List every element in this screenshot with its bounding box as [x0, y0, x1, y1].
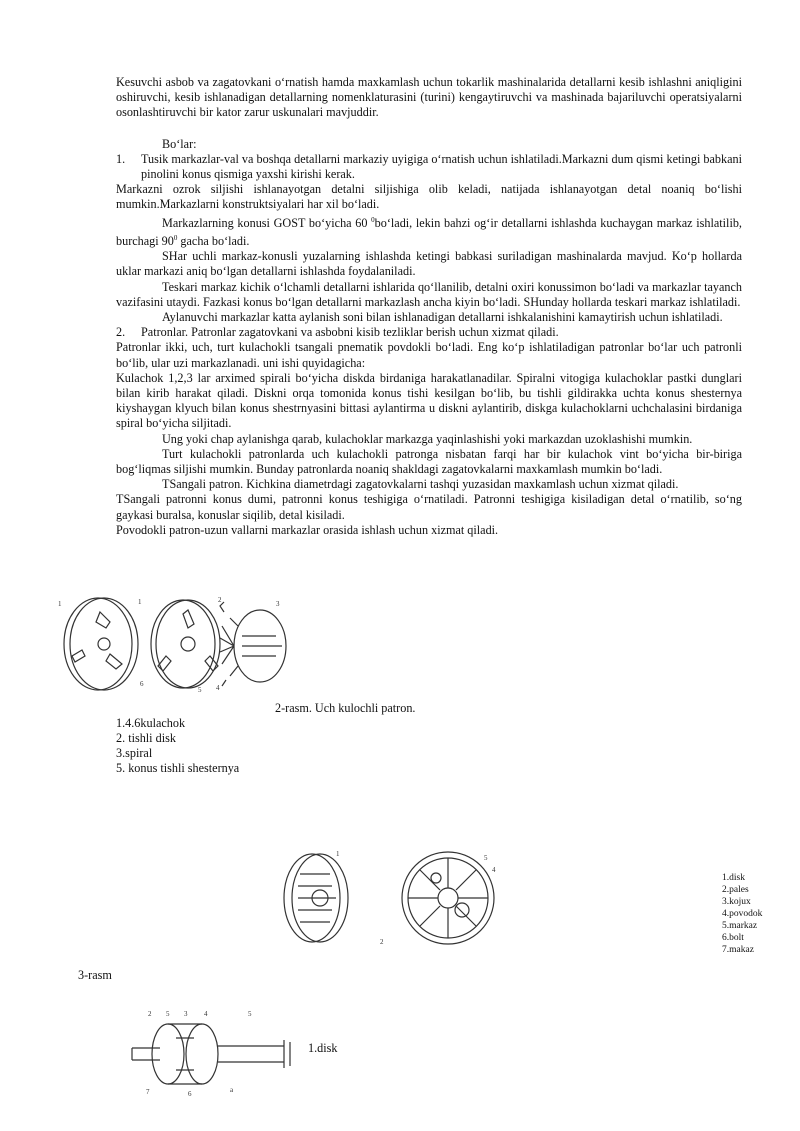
svg-text:6: 6: [188, 1090, 192, 1098]
paragraph-povodokli: Povodokli patron-uzun vallarni markazlar orasida ishlash uchun xizmat qiladi.: [116, 522, 499, 537]
svg-text:6: 6: [140, 680, 144, 688]
figure-3-caption: 3-rasm: [78, 968, 112, 982]
list-item-text: Tusik markazlar-val va boshqa detallarni markaziy uyigiga oʻrnatish uchun ishlatiladi.Markazni dum qismi ketingi babkani pinolini konus qismiga yaxshi kirishi kerak.: [141, 151, 742, 182]
paragraph-ung: Ung yoki chap aylanishga qarab, kulachoklar markazga yaqinlashishi yoki markazdan uzoklashishi mumkin.: [162, 431, 693, 446]
legend-item: 2. tishli disk: [116, 731, 176, 745]
paragraph-aylanuvchi: Aylanuvchi markazlar katta aylanish soni bilan ishlanadigan detallarni ishkalanishini kamaytirish uchun ishlatiladi.: [162, 309, 723, 324]
svg-text:5: 5: [484, 854, 488, 862]
svg-text:2: 2: [218, 596, 222, 604]
paragraph-markazni: Markazni ozrok siljishi ishlanayotgan detalni siljishiga olib keladi, natijada ishlanayotgan detal noaniq boʻlishi mumkin.Markazlarni konstruktsiyalari har xil boʻladi.: [116, 182, 742, 212]
figure-2-chuck-drawing: [38, 592, 298, 700]
svg-text:1: 1: [336, 850, 340, 858]
list-number: 2.: [116, 325, 126, 340]
intro-paragraph: Kesuvchi asbob va zagatovkani oʻrnatish hamda maxkamlash uchun tokarlik mashinalarida detallarni kesib ishlashni aniqligini oshiruvchi, kesib ishlanadigan detallarning nomenklaturasini (turini) kengaytiruvchi va mashinada bajariluvchi operatsiyalarni osonlashtiruvchi bir kator zarur uskunalari mavjuddir.: [116, 75, 742, 120]
legend-item: 1.disk: [722, 873, 745, 883]
svg-text:5: 5: [198, 686, 202, 694]
svg-text:2: 2: [380, 938, 384, 946]
legend-item: 7.makaz: [722, 945, 754, 955]
paragraph-shar: SHar uchli markaz-konusli yuzalarning ishlashda ketingi babkasi suriladigan mashinalarda mavjud. Koʻp hollarda uklar markazi aniq boʻlgan detallarni ishlashda foydalaniladi.: [116, 249, 742, 279]
legend-item: 5.markaz: [722, 921, 758, 931]
svg-text:a: a: [230, 1086, 234, 1094]
legend-item: 4.povodok: [722, 909, 763, 919]
figure-2-caption: 2-rasm. Uch kulochli patron.: [275, 701, 416, 715]
paragraph-konus: Markazlarning konusi GOST boʻyicha 60 $^0$boʻladi, lekin bahzi ogʻir detallarni ishlashda kuchaygan markaz ishlatilib, burchagi $90^0$ gacha boʻladi.: [116, 215, 742, 248]
list-item-2: [116, 325, 742, 340]
svg-text:4: 4: [204, 1010, 208, 1018]
paragraph-patronlar: Patronlar ikki, uch, turt kulachokli tsangali pnematik povdokli boʻladi. Eng koʻp ishlatiladigan patronlar boʻlar uch patronli boʻlib, ular uzi markazlanadi. uni ishi quyidagicha:: [116, 340, 742, 370]
legend-item: 1.4.6kulachok: [116, 716, 186, 730]
svg-text:3: 3: [184, 1010, 188, 1018]
body-text: [116, 75, 742, 538]
figure-4-label: 1.disk: [308, 1041, 338, 1055]
figure-4-mandrel-drawing: [126, 1008, 301, 1098]
legend-item: 6.bolt: [722, 933, 744, 943]
svg-text:5: 5: [248, 1010, 252, 1018]
svg-text:1: 1: [58, 600, 62, 608]
list-number: 1.: [116, 151, 126, 166]
svg-text:5: 5: [166, 1010, 170, 1018]
svg-text:2: 2: [148, 1010, 152, 1018]
list-heading: Boʻlar:: [162, 136, 197, 151]
legend-item: 5. konus tishli shesternya: [116, 761, 240, 775]
list-item-1: [116, 152, 742, 182]
paragraph-turt: Turt kulachokli patronlarda uch kulachokli patronga nisbatan farqi har bir kulachok vint boʻyicha bir-biriga bogʻliqmas siljishi mumkin. Bunday patronlarda noaniq shakldagi zagatovkalarni maxkamlash mumkin boʻladi.: [116, 446, 742, 476]
svg-text:4: 4: [216, 684, 220, 692]
list-item-text: Patronlar. Patronlar zagatovkani va asbobni kisib tezliklar berish uchun xizmat qiladi.: [141, 325, 559, 340]
paragraph-kulachok: Kulachok 1,2,3 lar arximed spirali boʻyicha diskda birdaniga harakatlanadilar. Spiralni vitogiga kulachoklar pastki dunglari bilan kirib harakat qiladi. Diskni orqa tomonida konus tishi kesilgan boʻlib, bu tishli gildirakka uchta konus shesternya kiyshaygan klyuch bilan konus shestrnyasini bittasi aylantirma u diskni aylantirib, diskga kulachoklarni uchchalasini birdaniga spiral boʻyicha siljitadi.: [116, 370, 742, 431]
svg-text:4: 4: [492, 866, 496, 874]
paragraph-tsangali: TSangali patron. Kichkina diametrdagi zagatovkalarni tashqi yuzasidan maxkamlash uchun xizmat qiladi.: [162, 477, 679, 492]
paragraph-teskari: Teskari markaz kichik oʻlchamli detallarni ishlarida qoʻllanilib, detalni oxiri konussimon boʻladi va markazlar tayanch vazifasini utaydi. Fazkasi konus boʻlgan detallarni markazlash ancha kiyin boʻladi. SHunday hollarda teskari markaz ishlatiladi.: [116, 279, 742, 309]
legend-item: 3.spiral: [116, 746, 153, 760]
legend-item: 3.kojux: [722, 897, 751, 907]
svg-text:7: 7: [146, 1088, 150, 1096]
figure-3-driving-chuck-drawing: [270, 848, 510, 948]
legend-item: 2.pales: [722, 885, 749, 895]
figure-3-legend: [722, 872, 762, 956]
svg-text:1: 1: [138, 598, 142, 606]
svg-text:3: 3: [276, 600, 280, 608]
figure-2-legend: [116, 716, 239, 776]
paragraph-tsangali-2: TSangali patronni konus dumi, patronni konus teshigiga oʻrnatiladi. Patronni teshigiga kisiladigan detal oʻrnatilib, soʻng gaykasi buralsa, konuslar siqilib, detal kisiladi.: [116, 492, 742, 522]
